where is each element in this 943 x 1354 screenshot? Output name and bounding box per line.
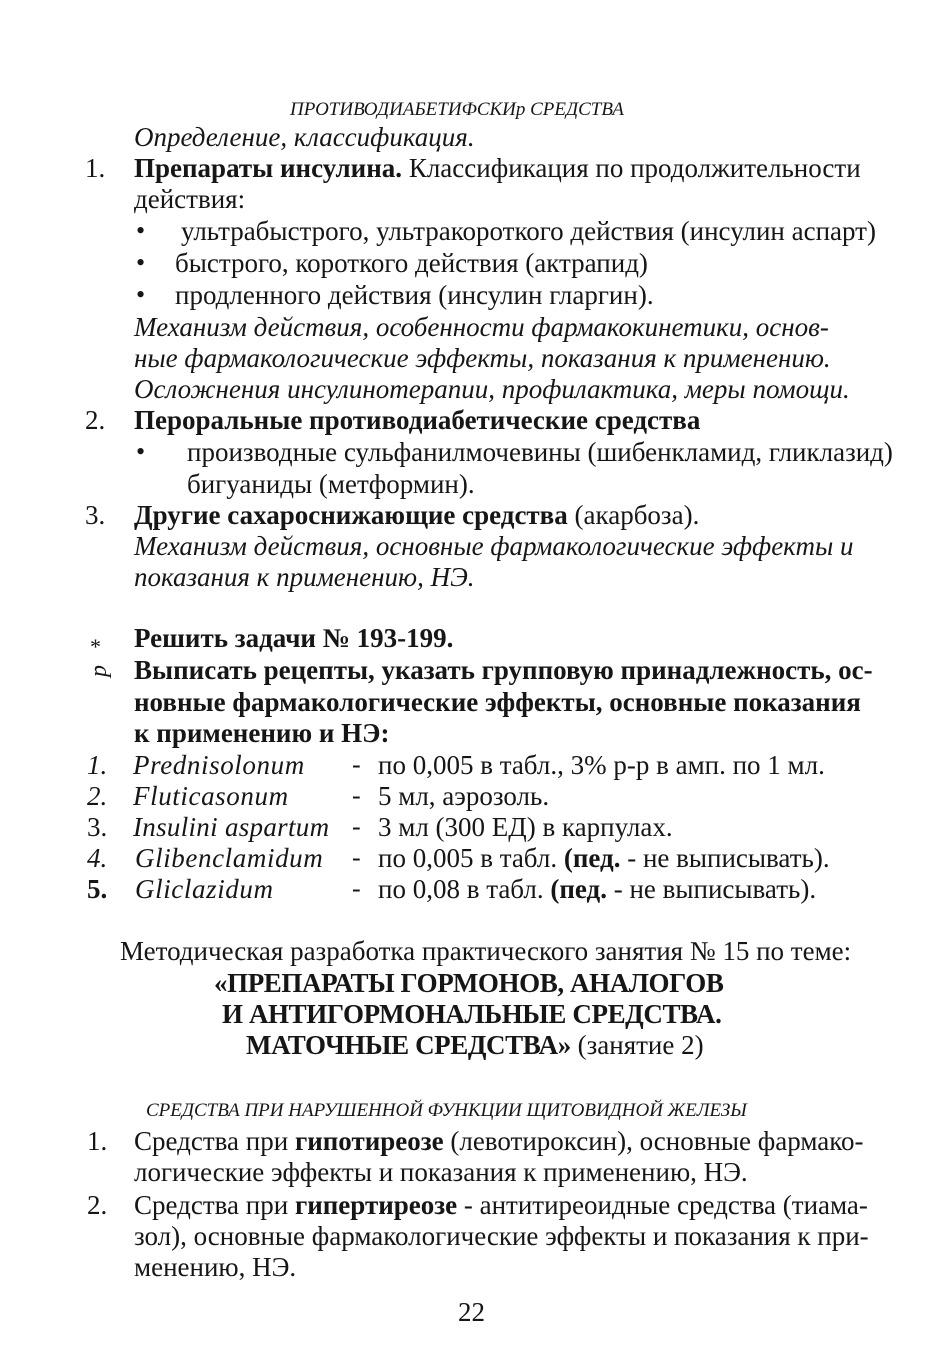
star-icon: *: [90, 634, 101, 659]
drug-name: Glibenclamidum: [135, 843, 324, 873]
section-caption: ПРОТИВОДИАБЕТИФСКИр СРЕДСТВА: [290, 99, 624, 120]
page-number: 22: [458, 1297, 485, 1327]
item-text: Средства при: [134, 1126, 295, 1156]
thyroid-item-1: [134, 1125, 863, 1157]
drug-name: Gliclazidum: [135, 874, 274, 904]
drug-pediatric-note: (пед.: [550, 874, 607, 904]
drug-dash: -: [352, 750, 361, 779]
bullet-icon: •: [136, 248, 146, 277]
item-title: Препараты инсулина.: [134, 153, 403, 183]
item-text-cont: действия:: [134, 184, 246, 214]
lesson-title: МАТОЧНЫЕ СРЕДСТВА»: [246, 1030, 571, 1060]
lesson-session: (занятие 2): [570, 1030, 704, 1060]
item-keyword: гипотиреозе: [294, 1126, 444, 1156]
drug-dash: -: [352, 812, 361, 841]
item-1-line: [134, 152, 861, 184]
drug-desc: по 0,08 в табл.: [378, 874, 551, 904]
note-line: ные фармакологические эффекты, показания к применению.: [134, 343, 831, 373]
section-caption: СРЕДСТВА ПРИ НАРУШЕННОЙ ФУНКЦИИ ЩИТОВИДНОЙ ЖЕЛЕЗЫ: [146, 1100, 747, 1121]
item-text-cont: логические эффекты и показания к применению, НЭ.: [134, 1157, 748, 1187]
drug-number: 3.: [87, 812, 108, 842]
item-3-line: [134, 499, 699, 531]
rx-icon: p: [86, 665, 112, 677]
drug-dash: -: [352, 874, 361, 903]
drug-desc: по 0,005 в табл.: [378, 843, 564, 873]
item-number: 2.: [85, 405, 106, 435]
drug-number: 2.: [87, 781, 108, 811]
item-text: - антитиреоидные средства (тиама-: [457, 1190, 868, 1220]
task-prescribe: новные фармакологические эффекты, основные показания: [134, 687, 861, 717]
drug-name: Insulini aspartum: [133, 812, 330, 842]
drug-desc-tail: - не выписывать).: [606, 874, 817, 904]
task-prescribe: к применению и НЭ:: [134, 718, 390, 748]
drug-desc: 5 мл, аэрозоль.: [378, 781, 550, 811]
drug-name: Prednisolonum: [133, 750, 305, 780]
drug-number: 1.: [87, 750, 108, 780]
note-line: Осложнения инсулинотерапии, профилактика, меры помощи.: [134, 374, 850, 404]
lesson-title: «ПРЕПАРАТЫ ГОРМОНОВ, АНАЛОГОВ: [214, 968, 724, 998]
lesson-intro: Методическая разработка практического занятия № 15 по теме:: [120, 936, 852, 966]
drug-desc-line: [378, 842, 830, 874]
section-intro: Определение, классификация.: [134, 122, 475, 152]
item-text: Классификация по продолжительности: [402, 153, 861, 183]
item-text: Средства при: [134, 1190, 295, 1220]
lesson-title-line: [246, 1029, 704, 1061]
drug-desc-line: [378, 873, 816, 905]
bullet-item: продленного действия (инсулин гларгин).: [175, 280, 654, 310]
item-number: 1.: [87, 1126, 108, 1156]
item-title: Другие сахароснижающие средства: [134, 500, 568, 530]
drug-name: Fluticasonum: [133, 781, 289, 811]
bullet-icon: •: [136, 280, 146, 309]
bullet-item: производные сульфанилмочевины (шибенкламид, гликлазид): [187, 437, 893, 467]
item-number: 3.: [85, 500, 106, 530]
item-number: 1.: [85, 153, 106, 183]
item-text-cont: зол), основные фармакологические эффекты и показания к при-: [134, 1221, 869, 1251]
bullet-item: ультрабыстрого, ультракороткого действия (инсулин аспарт): [181, 216, 876, 246]
item-text: (левотироксин), основные фармако-: [443, 1126, 864, 1156]
drug-desc: 3 мл (300 ЕД) в карпулах.: [378, 812, 673, 842]
item-keyword: гипертиреозе: [294, 1190, 458, 1220]
drug-dash: -: [352, 781, 361, 810]
drug-desc-tail: - не выписывать).: [620, 843, 830, 873]
item-text: (акарбоза).: [567, 500, 700, 530]
drug-number: 5.: [87, 874, 108, 904]
note-line: Механизм действия, основные фармакологические эффекты и: [134, 531, 854, 561]
bullet-item-cont: бигуаниды (метформин).: [187, 469, 475, 499]
drug-desc: по 0,005 в табл., 3% р-р в амп. по 1 мл.: [378, 750, 825, 780]
item-text-cont: менению, НЭ.: [134, 1252, 297, 1282]
item-number: 2.: [87, 1190, 108, 1220]
task-prescribe: Выписать рецепты, указать групповую принадлежность, ос-: [134, 655, 873, 685]
bullet-icon: •: [136, 216, 146, 245]
drug-pediatric-note: (пед.: [563, 843, 621, 873]
thyroid-item-2: [134, 1189, 868, 1221]
drug-dash: -: [352, 843, 361, 872]
note-line: Механизм действия, особенности фармакокинетики, основ-: [134, 312, 829, 342]
item-title: Пероральные противодиабетические средства: [134, 405, 701, 435]
bullet-item: быстрого, короткого действия (актрапид): [175, 248, 648, 278]
drug-number: 4.: [87, 843, 108, 873]
bullet-icon: •: [136, 437, 146, 466]
task-solve: Решить задачи № 193-199.: [134, 623, 454, 653]
lesson-title: И АНТИГОРМОНАЛЬНЫЕ СРЕДСТВА.: [222, 999, 722, 1029]
note-line: показания к применению, НЭ.: [134, 562, 475, 592]
